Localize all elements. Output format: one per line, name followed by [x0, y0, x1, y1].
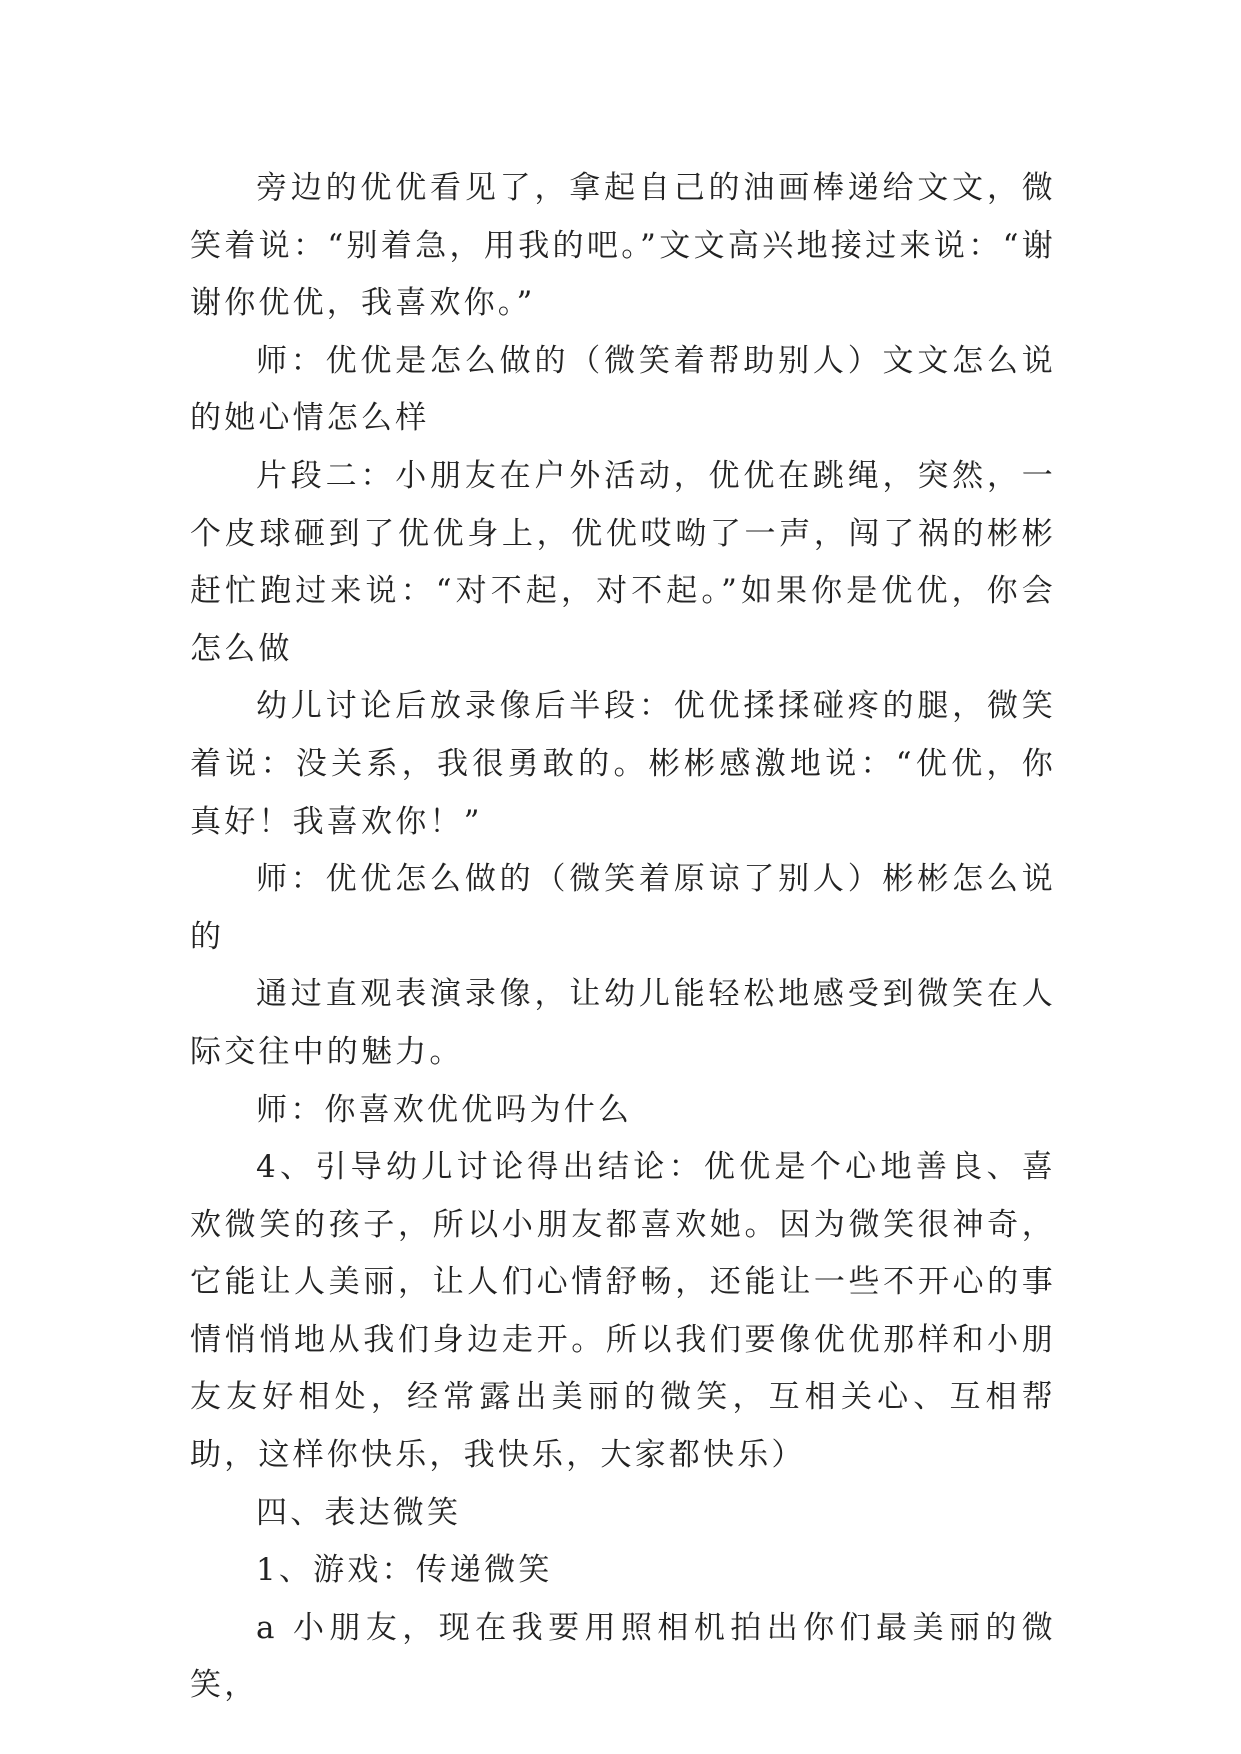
- paragraph-5: 师：优优怎么做的（微笑着原谅了别人）彬彬怎么说的: [190, 861, 1056, 955]
- subsection-heading: 1、游戏：传递微笑: [256, 1552, 553, 1589]
- section-heading: 四、表达微笑: [256, 1494, 462, 1531]
- paragraph-1: 旁边的优优看见了，拿起自己的油画棒递给文文，微笑着说：“别着急，用我的吧。”文文高兴地接过来说：“谢谢你优优，我喜欢你。”: [190, 170, 1056, 322]
- paragraph-6: 通过直观表演录像，让幼儿能轻松地感受到微笑在人际交往中的魅力。: [190, 976, 1056, 1070]
- paragraph-2: 师：优优是怎么做的（微笑着帮助别人）文文怎么说的她心情怎么样: [190, 342, 1056, 437]
- document-body: [190, 160, 1056, 1715]
- paragraph-3: 片段二：小朋友在户外活动，优优在跳绳，突然，一个皮球砸到了优优身上，优优哎呦了一声，闯了祸的彬彬赶忙跑过来说：“对不起，对不起。”如果你是优优，你会怎么做: [190, 457, 1056, 667]
- paragraph-9: a 小朋友，现在我要用照相机拍出你们最美丽的微笑，: [190, 1609, 1056, 1704]
- paragraph-8: 4、引导幼儿讨论得出结论：优优是个心地善良、喜欢微笑的孩子，所以小朋友都喜欢她。因为微笑很神奇，它能让人美丽，让人们心情舒畅，还能让一些不开心的事情悄悄地从我们身边走开。所以我们要像优优那样和小朋友友好相处，经常露出美丽的微笑，互相关心、互相帮助，这样你快乐，我快乐，大家都快乐）: [190, 1149, 1056, 1474]
- paragraph-4: 幼儿讨论后放录像后半段：优优揉揉碰疼的腿，微笑着说：没关系，我很勇敢的。彬彬感激地说：“优优，你真好！我喜欢你！”: [190, 688, 1056, 840]
- paragraph-7: 师：你喜欢优优吗为什么: [256, 1091, 633, 1128]
